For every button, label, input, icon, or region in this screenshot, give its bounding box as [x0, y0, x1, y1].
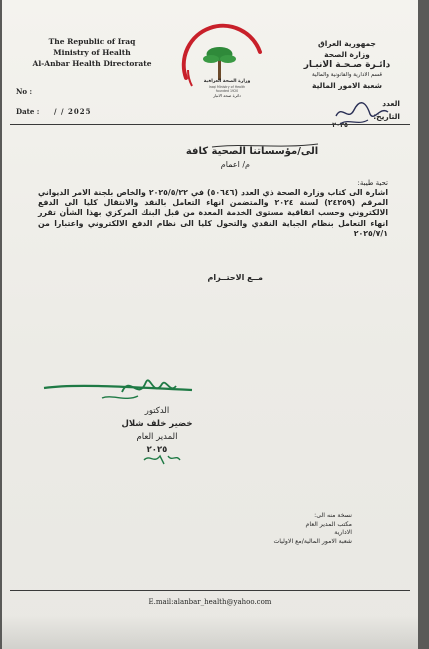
- logo-founded: founded 1920: [215, 89, 239, 93]
- greeting: تحية طيبة:: [357, 179, 388, 187]
- date-label-en: Date :: [16, 107, 40, 116]
- signature-date: ٢٠٢٥: [146, 445, 168, 455]
- closing-regards: مــع الاحتــرام: [207, 273, 263, 282]
- palm-tree-icon: [203, 47, 236, 80]
- date-label-ar: التاريخ:: [373, 112, 400, 121]
- cc-item: شعبة الامور المالية/مع الاوليات: [273, 537, 352, 545]
- subject-line: م/ اعمام: [220, 160, 250, 169]
- section-name-ar: شعبة الامور المالية: [312, 81, 382, 90]
- date-value-en: / / 2025: [54, 107, 92, 116]
- footer-divider: [10, 590, 410, 591]
- date-year-ar: ٢٠٢٥: [332, 121, 348, 129]
- number-label-ar: العدد: [382, 99, 400, 108]
- logo-text-ar2: دائرة صحة الانبار: [213, 93, 241, 98]
- directorate-name-ar: دائـرة صـحـة الانبـار: [303, 60, 391, 70]
- ministry-name-ar: وزارة الصحة: [324, 50, 370, 59]
- signature-block: [102, 405, 212, 457]
- logo-text-ar: وزارة الصحة العراقية: [203, 79, 251, 84]
- recipient-line: الى/مؤسساتنا الصحية كافة: [185, 146, 319, 157]
- header-english: [32, 36, 152, 69]
- department-name-ar: قسم الادارية والقانونية والمالية: [311, 72, 383, 78]
- cc-heading: نسخة منه الى:: [314, 512, 352, 519]
- header-divider: [10, 124, 410, 125]
- letter-page: [2, 0, 418, 649]
- cc-item: مكتب المدير العام: [305, 520, 352, 528]
- copy-to-list: [222, 512, 352, 546]
- signer-name: خضير خلف شلال: [121, 419, 193, 429]
- recipient-underline: [210, 141, 320, 151]
- footer-email: E.mail:alanbar_health@yahoo.com: [148, 598, 272, 606]
- cc-item: الادارية: [334, 529, 352, 537]
- letter-body: اشارة الى كتاب وزارة الصحة ذي العدد (٥٠٦٤٦) في ٢٠٢٥/٥/٢٢ والخاص بلجنة الامر الديواني المرقم (٢٤٢٥٩) لسنة ٢٠٢٤ والمتضمن انهاء التعامل بالنقد والانتقال كليا الى الدفع الالكتروني وحسب اتفاقية مستوى الخدمة المعدة من قبل البنك المركزي بهذا الشأن تقرر انهاء التعامل بنظام الجباية النقدي والتحول كليا الى نظام الدفع الالكتروني واعتبارا من ٢٠٢٥/٧/١: [38, 188, 388, 238]
- ministry-logo: [174, 30, 266, 106]
- handwritten-date: [142, 452, 182, 466]
- header-arabic: [292, 38, 402, 91]
- page-shadow: [2, 615, 418, 649]
- signer-position: المدير العام: [136, 432, 178, 442]
- number-label-en: No :: [16, 87, 33, 96]
- signer-title: الدكتور: [144, 406, 170, 416]
- republic-name-ar: جمهورية العراق: [318, 39, 376, 48]
- republic-name-en: The Republic of Iraq: [48, 37, 136, 46]
- directorate-name-en: Al-Anbar Health Directorate: [32, 59, 152, 68]
- logo-text-en: Iraqi Ministry of Health: [208, 85, 246, 89]
- ministry-name-en: Ministry of Health: [53, 48, 131, 57]
